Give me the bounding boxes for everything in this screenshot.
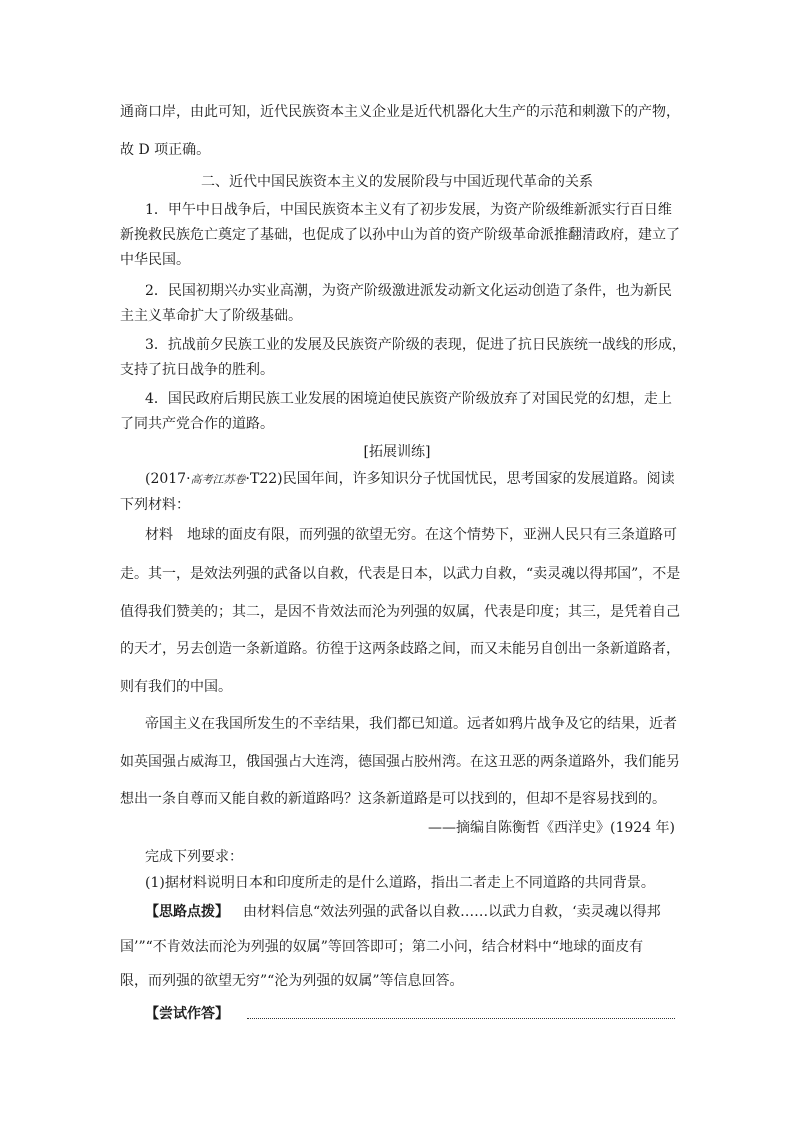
item-4-line-2: 了同共产党合作的道路。 bbox=[120, 416, 274, 432]
item-3-line-2: 支持了抗日战争的胜利。 bbox=[120, 362, 274, 378]
material-line-4: 的天才，另去创造一条新道路。彷徨于这两条歧路之间，而又未能另自创出一条新道路者， bbox=[120, 641, 680, 657]
material-p2-line-2: 如英国强占威海卫，俄国强占大连湾，德国强占胶州湾。在这丑恶的两条道路外，我们能另 bbox=[120, 754, 680, 770]
intro-text: 民国年间，许多知识分子忧国忧民，思考国家的发展道路。阅读 bbox=[282, 471, 675, 487]
prev-paragraph-line-1: 通商口岸，由此可知，近代民族资本主义企业是近代机器化大生产的示范和刺激下的产物， bbox=[120, 104, 680, 120]
item-1-line-1: 1．甲午中日战争后，中国民族资本主义有了初步发展，为资产阶级维新派实行百日维 bbox=[145, 202, 672, 218]
source-year: (2017· bbox=[145, 471, 191, 487]
hint-label: 【思路点拨】 bbox=[145, 904, 229, 920]
material-source: ——摘编自陈衡哲《西洋史》(1924 年) bbox=[427, 820, 675, 836]
item-1-line-3: 中华民国。 bbox=[120, 252, 190, 268]
material-label: 材料 bbox=[145, 527, 173, 543]
material-line-1: 材料 地球的面皮有限，而列强的欲望无穷。在这个情势下，亚洲人民只有三条道路可 bbox=[145, 527, 677, 543]
attempt-label: 【尝试作答】 bbox=[145, 1006, 229, 1022]
item-4-line-1: 4．国民政府后期民族工业发展的困境迫使民族资产阶级放弃了对国民党的幻想，走上 bbox=[145, 391, 672, 407]
hint-line-2: 国’”“不肯效法而沦为列强的奴属”等回答即可；第二小问，结合材料中“地球的面皮有 bbox=[120, 939, 644, 955]
item-2-line-1: 2．民国初期兴办实业高潮，为资产阶级激进派发动新文化运动创造了条件，也为新民 bbox=[145, 283, 672, 299]
item-2-line-2: 主主义革命扩大了阶级基础。 bbox=[120, 308, 302, 324]
question-1: (1)据材料说明日本和印度所走的是什么道路，指出二者走上不同道路的共同背景。 bbox=[145, 875, 655, 891]
hint-line-1: 【思路点拨】 由材料信息“效法列强的武备以自救……以武力自救，‘卖灵魂以得邦 bbox=[145, 904, 661, 920]
requirement: 完成下列要求： bbox=[145, 849, 243, 865]
answer-line[interactable] bbox=[247, 1018, 675, 1019]
source-question: ·T22) bbox=[245, 471, 283, 487]
material-p2-line-1: 帝国主义在我国所发生的不幸结果，我们都已知道。远者如鸦片战争及它的结果，近者 bbox=[145, 716, 677, 732]
material-line-3: 值得我们赞美的；其二，是因不肯效法而沦为列强的奴属，代表是印度；其三，是凭着自己 bbox=[120, 604, 680, 620]
hint-line-3: 限，而列强的欲望无穷”“沦为列强的奴属”等信息回答。 bbox=[120, 973, 464, 989]
material-line-2: 走。其一，是效法列强的武备以自救，代表是日本，以武力自救，“卖灵魂以得邦国”，不是 bbox=[120, 566, 681, 582]
training-heading: [拓展训练] bbox=[363, 444, 431, 460]
section-heading: 二、近代中国民族资本主义的发展阶段与中国近现代革命的关系 bbox=[201, 174, 593, 190]
material-p2-line-3: 想出一条自尊而又能自救的新道路吗？这条新道路是可以找到的，但却不是容易找到的。 bbox=[120, 791, 666, 807]
item-3-line-1: 3．抗战前夕民族工业的发展及民族资产阶级的表现，促进了抗日民族统一战线的形成， bbox=[145, 337, 686, 353]
source-exam: 高考江苏卷 bbox=[190, 473, 246, 486]
item-1-line-2: 新挽救民族危亡奠定了基础，也促成了以孙中山为首的资产阶级革命派推翻清政府，建立了 bbox=[120, 227, 680, 243]
prev-paragraph-line-2: 故 D 项正确。 bbox=[120, 142, 211, 158]
training-intro-line-2: 下列材料： bbox=[120, 497, 190, 513]
training-intro-line-1 bbox=[145, 468, 794, 488]
material-line-5: 则有我们的中国。 bbox=[120, 679, 232, 695]
